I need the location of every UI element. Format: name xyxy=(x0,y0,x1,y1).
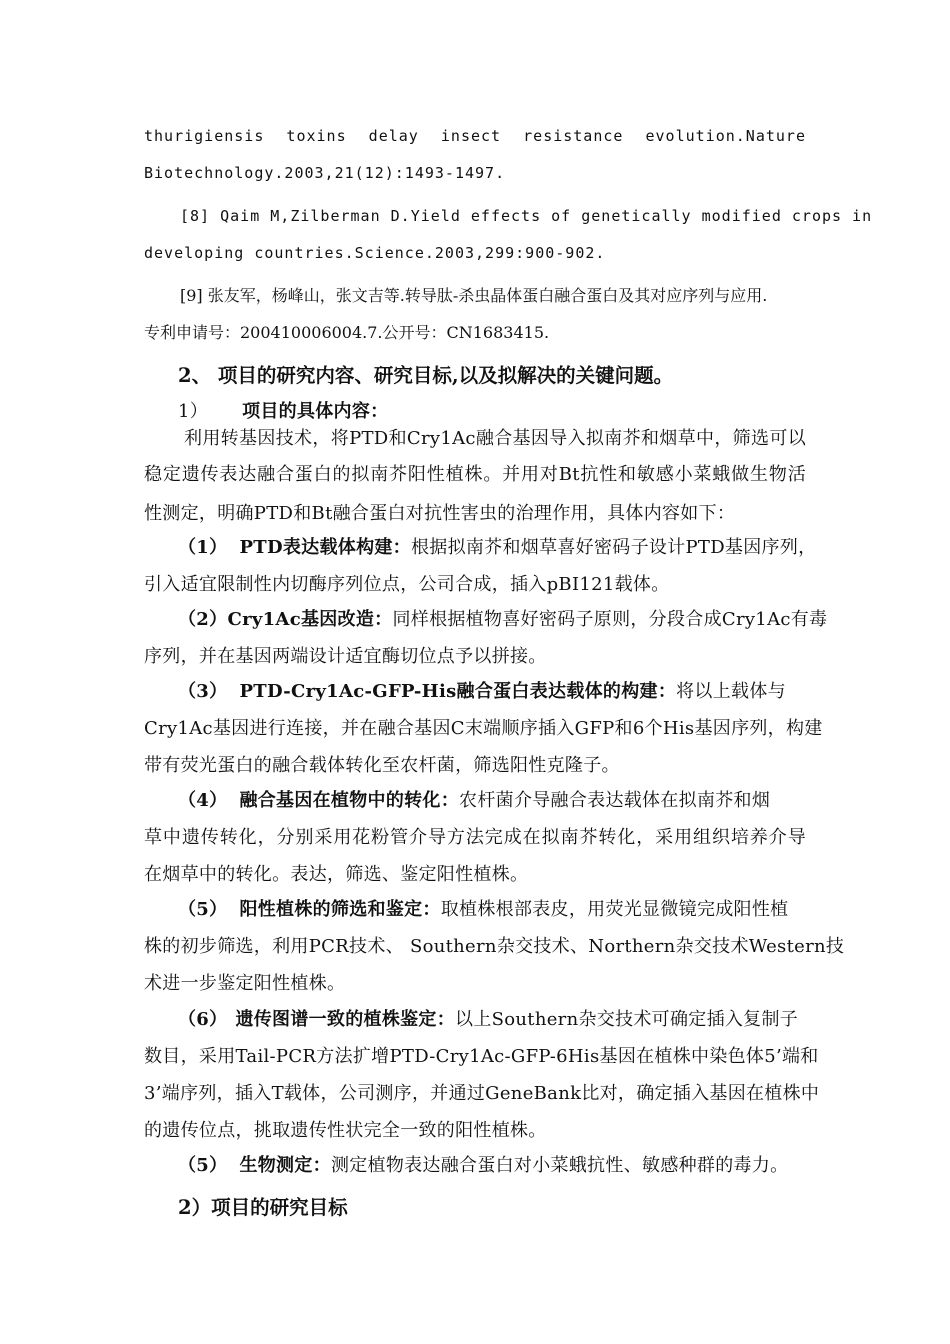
reference-7-line-1: thurigiensis toxins delay insect resistance evolution.Nature xyxy=(144,127,806,145)
reference-8-line-1: [8] Qaim M,Zilberman D.Yield effects of genetically modified crops in xyxy=(180,207,873,225)
item-1-number: （1） xyxy=(178,537,228,558)
item-7-number: （5） xyxy=(178,1155,228,1176)
item-6-line-3: 3’端序列，插入T载体，公司测序，并通过GeneBank比对，确定插入基因在植株中 xyxy=(144,1083,820,1104)
item-4-line-3: 在烟草中的转化。表达，筛选、鉴定阳性植株。 xyxy=(144,864,529,885)
item-1-first-line xyxy=(178,539,840,557)
item-4-number: （4） xyxy=(178,790,228,811)
item-1-line-2: 引入适宜限制性内切酶序列位点，公司合成，插入pBI121载体。 xyxy=(144,574,670,595)
item-5-line-2: 株的初步筛选，利用PCR技术、 Southern杂交技术、Northern杂交技术Western技 xyxy=(144,936,845,957)
item-4-first-line xyxy=(178,792,840,810)
reference-9-line-1: [9] 张友军，杨峰山，张文吉等.转导肽-杀虫晶体蛋白融合蛋白及其对应序列与应用. xyxy=(180,286,768,305)
item-2-line-2: 序列，并在基因两端设计适宜酶切位点予以拼接。 xyxy=(144,646,547,667)
item-5-line-1: 取植株根部表皮，用荧光显微镜完成阳性植 xyxy=(440,899,789,920)
intro-line-3: 性测定，明确PTD和Bt融合蛋白对抗性害虫的治理作用，具体内容如下： xyxy=(144,503,736,524)
item-6-line-2: 数目，采用Tail-PCR方法扩增PTD-Cry1Ac-GFP-6His基因在植株中染色体5’端和 xyxy=(144,1046,819,1067)
section-heading: 2、 项目的研究内容、研究目标,以及拟解决的关键问题。 xyxy=(178,364,674,387)
item-5-title: 阳性植株的筛选和鉴定： xyxy=(239,899,441,920)
reference-9-line-2: 专利申请号：200410006004.7.公开号：CN1683415. xyxy=(144,323,550,342)
item-7-title: 生物测定： xyxy=(239,1155,331,1176)
item-6-line-4: 的遗传位点，挑取遗传性状完全一致的阳性植株。 xyxy=(144,1120,547,1141)
item-4-line-2: 草中遗传转化，分别采用花粉管介导方法完成在拟南芥转化，采用组织培养介导 xyxy=(144,827,806,848)
item-5-first-line xyxy=(178,901,840,919)
item-1-line-1: 根据拟南芥和烟草喜好密码子设计PTD基因序列， xyxy=(410,537,817,558)
reference-7-line-2: Biotechnology.2003,21(12):1493-1497. xyxy=(144,164,506,182)
item-6-first-line xyxy=(178,1011,840,1029)
subsection-1-number: 1） xyxy=(178,401,209,422)
item-2-first-line xyxy=(178,611,840,629)
item-7-line-1: 测定植物表达融合蛋白对小菜蛾抗性、敏感种群的毒力。 xyxy=(330,1155,789,1176)
item-3-title: PTD-Cry1Ac-GFP-His融合蛋白表达载体的构建： xyxy=(239,681,677,702)
item-3-line-3: 带有荧光蛋白的融合载体转化至农杆菌，筛选阳性克隆子。 xyxy=(144,755,620,776)
subsection-2-heading: 2）项目的研究目标 xyxy=(178,1196,348,1219)
intro-line-1: 利用转基因技术，将PTD和Cry1Ac融合基因导入拟南芥和烟草中，筛选可以 xyxy=(184,428,806,449)
item-7-first-line xyxy=(178,1157,840,1175)
item-2-line-1: 同样根据植物喜好密码子原则，分段合成Cry1Ac有毒 xyxy=(392,609,828,630)
subsection-1-title: 项目的具体内容： xyxy=(242,401,389,422)
item-1-title: PTD表达载体构建： xyxy=(239,537,411,558)
item-3-number: （3） xyxy=(178,681,228,702)
item-3-line-2: Cry1Ac基因进行连接，并在融合基因C末端顺序插入GFP和6个His基因序列，构建 xyxy=(144,718,823,739)
item-6-line-1: 以上Southern杂交技术可确定插入复制子 xyxy=(455,1009,799,1030)
item-6-number: （6） xyxy=(178,1009,228,1030)
intro-line-2: 稳定遗传表达融合蛋白的拟南芥阳性植株。并用对Bt抗性和敏感小菜蛾做生物活 xyxy=(144,464,806,485)
item-3-line-1: 将以上载体与 xyxy=(676,681,786,702)
reference-8-line-2: developing countries.Science.2003,299:900-902. xyxy=(144,244,606,262)
item-3-first-line xyxy=(178,683,840,701)
item-5-number: （5） xyxy=(178,899,228,920)
item-2-number: （2） xyxy=(178,609,228,630)
subsection-1-heading xyxy=(178,403,840,421)
item-6-title: 遗传图谱一致的植株鉴定： xyxy=(235,1009,456,1030)
item-2-title: Cry1Ac基因改造： xyxy=(227,609,393,630)
item-5-line-3: 术进一步鉴定阳性植株。 xyxy=(144,973,346,994)
item-4-line-1: 农杆菌介导融合表达载体在拟南芥和烟 xyxy=(459,790,771,811)
item-4-title: 融合基因在植物中的转化： xyxy=(239,790,460,811)
